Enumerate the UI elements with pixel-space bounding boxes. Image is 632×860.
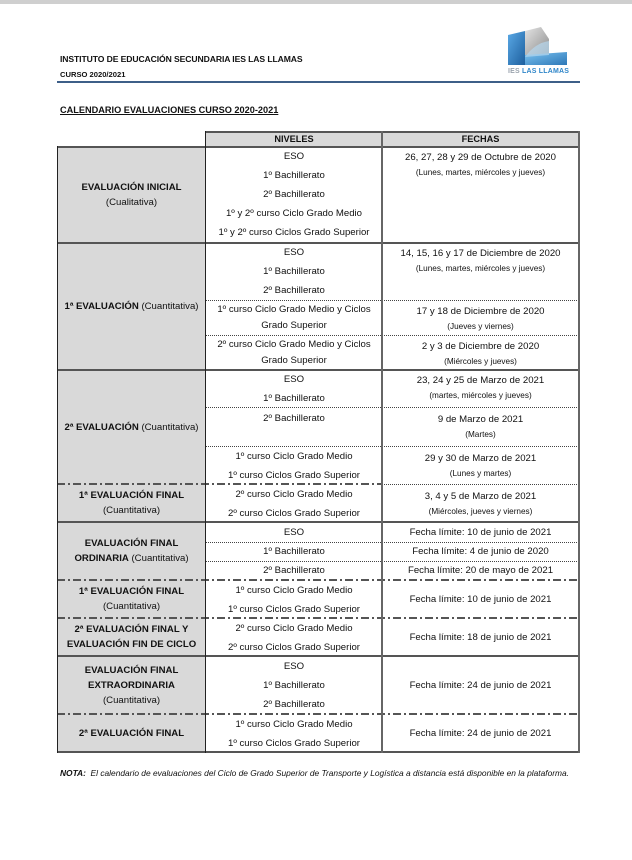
levels-cell: 2º curso Ciclo Grado Medio 2º curso Ciclos Grado Superior	[227, 623, 360, 653]
levels-cell: 2º curso Ciclo Grado Medio 2º curso Ciclos Grado Superior	[227, 489, 360, 519]
table-border	[578, 131, 580, 753]
table-border	[57, 146, 580, 148]
viewer-top-bar	[0, 0, 632, 4]
dates-cell: 17 y 18 de Diciembre de 2020 (Jueves y viernes)	[416, 305, 545, 331]
table-border	[57, 655, 580, 657]
dates-cell: Fecha límite: 10 de junio de 2021	[409, 593, 552, 605]
row-label-1a-evaluacion-final-ciclos: 1ª EVALUACIÓN FINAL (Cuantitativa)	[78, 586, 185, 612]
levels-cell: ESO 1º Bachillerato 2º Bachillerato	[263, 661, 325, 710]
row-divider	[206, 407, 579, 408]
row-label-evaluacion-final-extraordinaria: EVALUACIÓN FINAL EXTRAORDINARIA (Cuantitativa)	[84, 664, 179, 706]
levels-cell: ESO	[283, 526, 305, 538]
header-rule	[57, 81, 580, 83]
row-divider	[382, 484, 579, 485]
row-divider	[206, 335, 579, 336]
levels-cell: 1º curso Ciclo Grado Medio 1º curso Ciclos Grado Superior	[227, 719, 360, 749]
table-border	[57, 521, 580, 523]
dates-cell: Fecha límite: 4 de junio de 2020	[412, 546, 549, 557]
row-label-2a-evaluacion-final: 2ª EVALUACIÓN FINAL	[78, 727, 185, 739]
dates-cell: 23, 24 y 25 de Marzo de 2021 (martes, miércoles y jueves)	[416, 375, 545, 400]
logo-caption: IES LAS LLAMAS	[508, 68, 570, 75]
levels-cell: 2º curso Ciclo Grado Medio y Ciclos Grado Superior	[217, 338, 371, 366]
dates-cell: Fecha límite: 10 de junio de 2021	[409, 526, 552, 538]
row-divider	[206, 561, 579, 562]
dates-cell: 2 y 3 de Diciembre de 2020 (Miércoles y jueves)	[421, 340, 540, 366]
levels-cell: 2º Bachillerato	[263, 413, 325, 424]
dates-cell: 26, 27, 28 y 29 de Octubre de 2020 (Lunes, martes, miércoles y jueves)	[405, 152, 556, 177]
levels-cell: 1º curso Ciclo Grado Medio 1º curso Ciclos Grado Superior	[227, 451, 360, 481]
row-divider	[206, 542, 579, 543]
row-divider	[206, 300, 579, 301]
row-label-2a-evaluacion-final-fin-ciclo: 2ª EVALUACIÓN FINAL Y EVALUACIÓN FIN DE CICLO	[66, 624, 197, 650]
table-border	[57, 146, 58, 753]
dates-cell: 14, 15, 16 y 17 de Diciembre de 2020 (Lunes, martes, miércoles y jueves)	[400, 248, 561, 273]
levels-cell: 1º Bachillerato	[263, 546, 325, 557]
column-divider	[205, 131, 206, 753]
table-border	[57, 242, 580, 244]
row-divider	[57, 579, 580, 581]
page-title: CALENDARIO EVALUACIONES CURSO 2020-2021	[60, 105, 279, 115]
dates-cell: 29 y 30 de Marzo de 2021 (Lunes y martes)	[424, 453, 537, 478]
column-header-niveles: NIVELES	[206, 132, 382, 147]
levels-cell: ESO 1º Bachillerato	[263, 374, 325, 404]
row-label-evaluacion-final-ordinaria: EVALUACIÓN FINAL ORDINARIA (Cuantitativa)	[74, 538, 189, 564]
levels-cell: 2º Bachillerato	[263, 565, 325, 576]
footnote: NOTA: El calendario de evaluaciones del Ciclo de Grado Superior de Transporte y Logística a distancia está disponible en la plataforma.	[60, 768, 569, 778]
levels-cell: 1º curso Ciclo Grado Medio 1º curso Ciclos Grado Superior	[227, 585, 360, 615]
column-header-fechas: FECHAS	[382, 132, 579, 147]
institution-name: INSTITUTO DE EDUCACIÓN SECUNDARIA IES LAS LLAMAS	[60, 54, 303, 64]
dates-cell: Fecha límite: 24 de junio de 2021	[409, 679, 552, 691]
table-border	[57, 369, 580, 371]
row-label-evaluacion-inicial: EVALUACIÓN INICIAL (Cualitativa)	[81, 182, 182, 208]
table-border	[57, 751, 580, 753]
row-divider	[206, 446, 579, 447]
levels-cell: ESO 1º Bachillerato 2º Bachillerato 1º y 2º curso Ciclo Grado Medio 1º y 2º curso Ciclos Grado Superior	[218, 151, 370, 238]
row-label-2a-evaluacion: 2ª EVALUACIÓN (Cuantitativa)	[64, 421, 199, 433]
row-label-1a-evaluacion: 1ª EVALUACIÓN (Cuantitativa)	[64, 301, 199, 312]
dates-cell: 3, 4 y 5 de Marzo de 2021 (Miércoles, jueves y viernes)	[424, 491, 537, 516]
table-border	[206, 131, 580, 133]
row-label-1a-evaluacion-final: 1ª EVALUACIÓN FINAL (Cuantitativa)	[78, 490, 185, 516]
dates-cell: Fecha límite: 20 de mayo de 2021	[407, 565, 554, 576]
course-label: CURSO 2020/2021	[60, 70, 126, 79]
dates-cell: 9 de Marzo de 2021 (Martes)	[437, 414, 524, 439]
row-divider	[57, 713, 580, 715]
row-divider	[57, 617, 580, 619]
dates-cell: Fecha límite: 18 de junio de 2021	[409, 631, 552, 643]
column-divider	[381, 131, 383, 753]
levels-cell: 1º curso Ciclo Grado Medio y Ciclos Grado Superior	[217, 303, 371, 331]
dates-cell: Fecha límite: 24 de junio de 2021	[409, 727, 552, 739]
levels-cell: ESO 1º Bachillerato 2º Bachillerato	[263, 247, 325, 296]
row-divider	[57, 483, 382, 485]
